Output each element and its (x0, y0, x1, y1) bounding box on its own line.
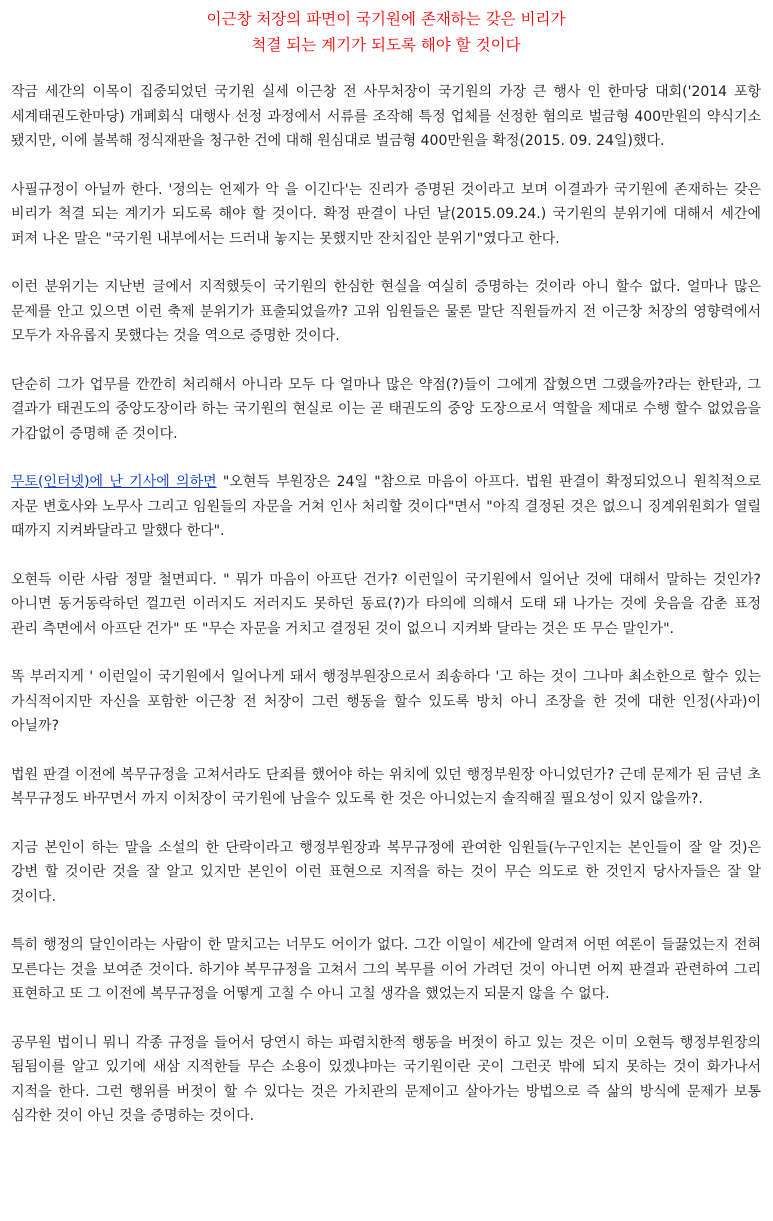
paragraph-2: 사필규정이 아닐까 한다. '정의는 언제가 악 을 이긴다'는 진리가 증명된 것이라고 보며 이결과가 국기원에 존재하는 갖은 비리가 척결 되는 계기가 되도록 해야 할 것이다. 확정 판결이 나던 날(2015.09.24.) 국기원의 분위기에 대해서 세간에 퍼져 나온 말은 "국기원 내부에서는 드러내 놓지는 못했지만 잔치집안 분위기"였다고 한다. (11, 181, 761, 247)
article-source-link[interactable]: 무토(인터넷)에 난 기사에 의하면 (11, 474, 217, 490)
paragraph-4: 단순히 그가 업무를 깐깐히 처리해서 아니라 모두 다 얼마나 많은 약점(?)들이 그에게 잡혔으면 그랬을까?라는 한탄과, 그 결과가 태권도의 중앙도장이라 하는 국기원의 현실로 이는 곧 태권도의 중앙 도장으로서 역할을 제대로 수행 할수 없었음을 가감없이 증명해 준 것이다. (11, 376, 761, 442)
paragraph-3: 이런 분위기는 지난번 글에서 지적했듯이 국기원의 한심한 현실을 여실히 증명하는 것이라 아니 할수 없다. 얼마나 많은 문제를 안고 있으면 이런 축제 분위기가 표출되었을까? 고위 임원들은 물론 말단 직원들까지 전 이근창 처장의 영향력에서 모두가 자유롭지 못했다는 것을 역으로 증명한 것이다. (11, 279, 761, 344)
paragraph-7: 똑 부러지게 ' 이런일이 국기원에서 일어나게 돼서 행정부원장으로서 죄송하다 '고 하는 것이 그나마 최소한으로 할수 있는 가식적이지만 자신을 포함한 이근창 전 처장이 그런 행동을 할수 있도록 방치 아니 조장을 한 것에 대한 인정(사과)이 아닐까? (11, 669, 761, 734)
title-line-2: 척결 되는 계기가 되도록 해야 할 것이다 (251, 36, 521, 54)
paragraph-8: 법원 판결 이전에 복무규정을 고쳐서라도 단죄를 했어야 하는 위치에 있던 행정부원장 아니었던가? 근데 문제가 된 금년 초 복무규정도 바꾸면서 까지 이처장이 국기원에 남을수 있도록 한 것은 아니었는지 솔직해질 필요성이 있지 않을까?. (11, 766, 761, 807)
paragraph-10: 특히 행정의 달인이라는 사람이 한 말치고는 너무도 어이가 없다. 그간 이일이 세간에 알려져 어떤 여론이 들끓었는지 전혀 모른다는 것을 보여준 것이다. 하기야 복무규정을 고쳐서 그의 복무를 이어 가려던 것이 아니면 어찌 판결과 관련하여 그리 표현하고 또 그 이전에 복무규정을 어떻게 고칠 수 아니 고칠 생각을 했었는지 되묻지 않을 수 없다. (11, 937, 761, 1002)
paragraph-1: 작금 세간의 이목이 집중되었던 국기원 실세 이근창 전 사무처장이 국기원의 가장 큰 행사 인 한마당 대회('2014 포항 세계태권도한마당) 개폐회식 대행사 선정 과정에서 서류를 조작해 특정 업체를 선정한 혐의로 벌금형 400만원의 약식기소 됐지만, 이에 불복해 정식재판을 청구한 건에 대해 원심대로 벌금형 400만원을 확정(2015. 09. 24일)했다. (11, 84, 761, 149)
article-title (11, 6, 761, 58)
paragraph-5-text: "오현득 부원장은 24일 "참으로 마음이 아프다. 법원 판결이 확정되었으니 원칙적으로 자문 변호사와 노무사 그리고 임원들의 자문을 거쳐 인사 처리할 것이다"면서 "아직 결정된 것은 없으니 징계위원회가 열릴 때까지 지켜봐달라고 말했다 한다". (11, 474, 761, 539)
paragraph-11: 공무원 법이니 뭐니 각종 규정을 들어서 당연시 하는 파렴치한적 행동을 버젓이 하고 있는 것은 이미 오현득 행정부원장의 됨됨이를 알고 있기에 새삼 지적한들 무슨 소용이 있겠냐마는 국기원이란 곳이 그런곳 밖에 되지 못하는 것이 화가나서 지적을 한다. 그런 행위를 버젓이 할 수 있다는 것은 가치관의 문제이고 살아가는 방법으로 즉 삶의 방식에 문제가 보통 심각한 것이 아닌 것을 증명하는 것이다. (11, 1034, 761, 1124)
paragraph-5 (11, 470, 761, 544)
paragraph-9: 지금 본인이 하는 말을 소설의 한 단락이라고 행정부원장과 복무규정에 관여한 임원들(누구인지는 본인들이 잘 알 것)은 강변 할 것이란 것을 잘 알고 있지만 본인이 이런 표현으로 지적을 하는 것이 무슨 의도로 한 것인지 당사자들은 잘 알 것이다. (11, 839, 761, 905)
title-line-1: 이근창 처장의 파면이 국기원에 존재하는 갖은 비리가 (206, 10, 566, 28)
paragraph-6: 오현득 이란 사람 정말 철면피다. " 뭐가 마음이 아프단 건가? 이런일이 국기원에서 일어난 것에 대해서 말하는 것인가? 아니면 동거동락하던 껄끄런 이러지도 저러지도 못하던 동료(?)가 타의에 의해서 도태 돼 나가는 것에 웃음을 감춘 표정 관리 측면에서 아프단 건가" 또 "무슨 자문을 거치고 결정된 것이 없으니 지켜봐 달라는 것은 또 무슨 말인가". (11, 571, 761, 637)
